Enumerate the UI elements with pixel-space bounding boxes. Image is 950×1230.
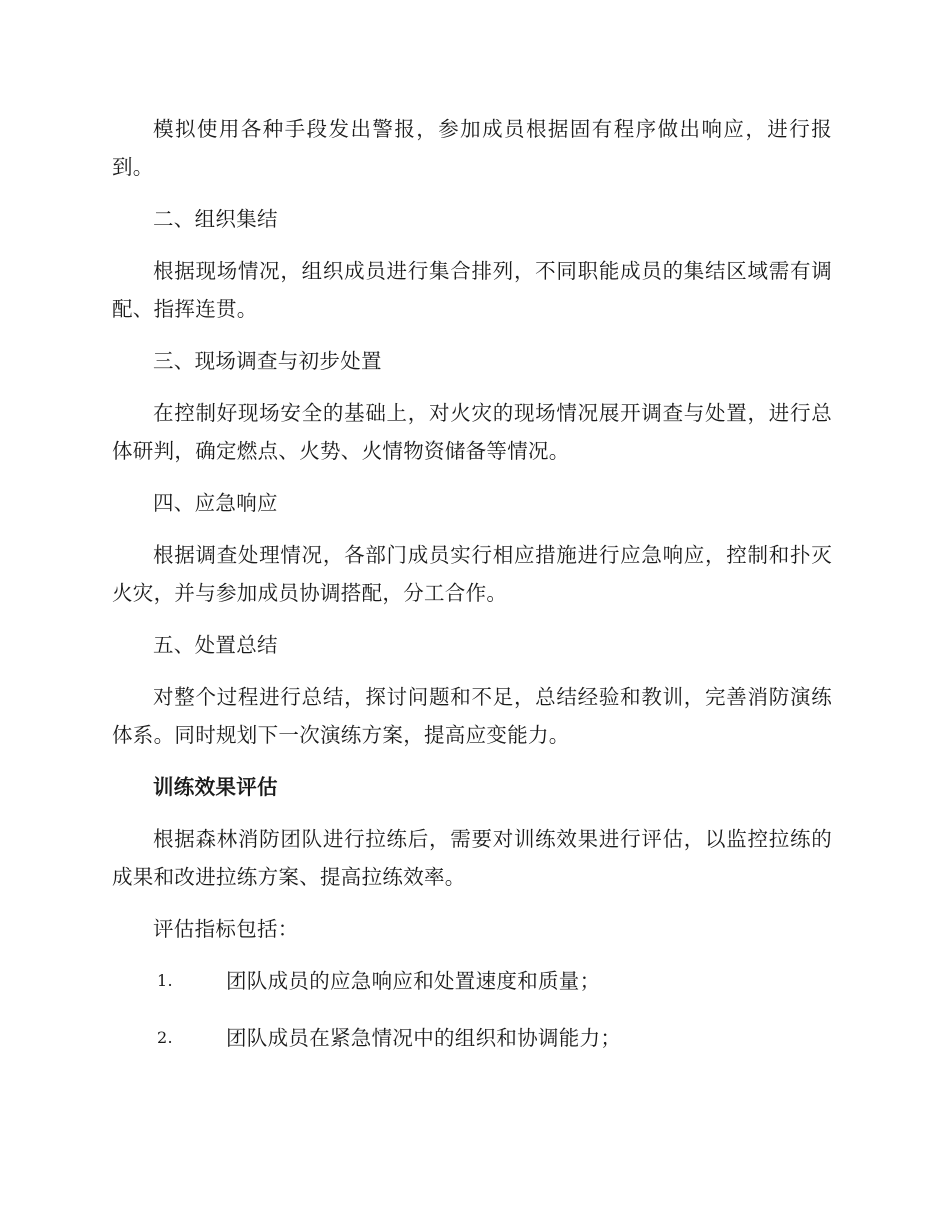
paragraph-evaluation: 根据森林消防团队进行拉练后，需要对训练效果进行评估，以监控拉练的成果和改进拉练方案、提高拉练效率。	[112, 827, 832, 889]
list-item-text: 团队成员在紧急情况中的组织和协调能力；	[226, 1026, 622, 1050]
paragraph-summary: 对整个过程进行总结，探讨问题和不足，总结经验和教训，完善消防演练体系。同时规划下一次演练方案，提高应变能力。	[112, 685, 832, 747]
paragraph-alarm-response: 模拟使用各种手段发出警报，参加成员根据固有程序做出响应，进行报到。	[112, 117, 832, 179]
heading-organize-assembly: 二、组织集结	[153, 207, 278, 231]
paragraph-investigation: 在控制好现场安全的基础上，对火灾的现场情况展开调查与处置，进行总体研判，确定燃点、火势、火情物资储备等情况。	[112, 401, 832, 463]
list-item	[112, 1019, 832, 1057]
heading-emergency-response: 四、应急响应	[153, 491, 278, 515]
paragraph-assembly: 根据现场情况，组织成员进行集合排列，不同职能成员的集结区域需有调配、指挥连贯。	[112, 259, 832, 321]
list-item-number: 2.	[157, 1028, 173, 1047]
heading-disposal-summary: 五、处置总结	[153, 633, 278, 657]
list-item	[112, 962, 832, 1000]
list-item-number: 1.	[157, 971, 173, 990]
document-body	[112, 110, 832, 1076]
paragraph-emergency-response: 根据调查处理情况，各部门成员实行相应措施进行应急响应，控制和扑灭火灾，并与参加成员协调搭配，分工合作。	[112, 543, 832, 605]
heading-training-evaluation: 训练效果评估	[153, 775, 278, 799]
heading-evaluation-indicators: 评估指标包括：	[153, 917, 299, 941]
list-item-text: 团队成员的应急响应和处置速度和质量；	[226, 969, 601, 993]
heading-site-investigation: 三、现场调查与初步处置	[153, 349, 382, 373]
